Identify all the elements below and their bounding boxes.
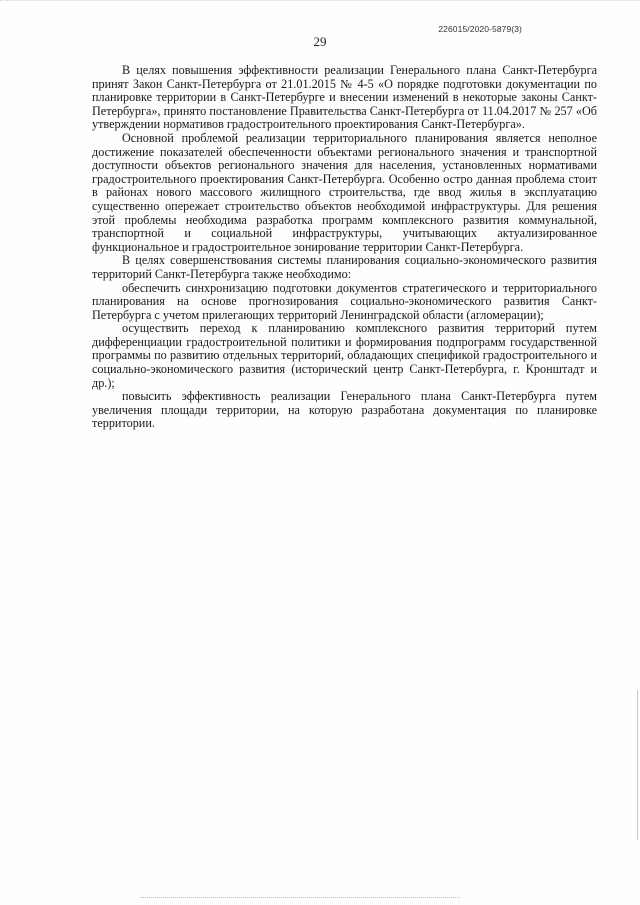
paragraph-item-synchronization: обеспечить синхронизацию подготовки документов стратегического и территориального планирования на основе прогнозирования социально-экономического развития Санкт-Петербурга с учетом прилегающих территорий Ленинградской области (агломерации); bbox=[92, 280, 597, 322]
scan-top-edge bbox=[0, 0, 640, 3]
page-number: 29 bbox=[313, 34, 327, 49]
scan-bottom-edge bbox=[140, 897, 460, 899]
paragraph-main-problem: Основной проблемой реализации территориального планирования является неполное достижение показателей обеспеченности объектами регионального значения и транспортной доступности объектов регионального значения для населения, установленных нормативами градостроительного проектирования Санкт-Петербурга. Особенно остро данная проблема стоит в районах нового массового жилищного строительства, где ввод жилья в эксплуатацию существенно опережает строительство объектов необходимой инфраструктуры. Для решения этой проблемы необходима разработка программ комплексного развития коммунальной, транспортной и социальной инфраструктуры, учитывающих актуализированное функциональное и градостроительное зонирование территории Санкт-Петербурга. bbox=[92, 130, 597, 254]
document-body bbox=[92, 64, 597, 431]
document-id: 226015/2020-5879(3) bbox=[438, 24, 522, 34]
paragraph-law-adoption: В целях повышения эффективности реализации Генерального плана Санкт-Петербурга принят Закон Санкт-Петербурга от 21.01.2015 № 4-5 «О порядке подготовки документации по планировке территории в Санкт-Петербурге и внесении изменений в некоторые законы Санкт-Петербурга», принято постановление Правительства Санкт-Петербурга от 11.04.2017 № 257 «Об утверждении нормативов градостроительного проектирования Санкт-Петербурга». bbox=[92, 63, 597, 132]
paragraph-improvement-intro: В целях совершенствования системы планирования социально-экономического развития территорий Санкт-Петербурга также необходимо: bbox=[92, 253, 597, 281]
paragraph-item-transition: осуществить переход к планированию комплексного развития территорий путем дифференциации градостроительной политики и формирования подпрограмм государственной программы по развитию отдельных территорий, обладающих спецификой градостроительного и социально-экономического развития (исторический центр Санкт-Петербурга, г. Кронштадт и др.); bbox=[92, 321, 597, 390]
paragraph-item-efficiency: повысить эффективность реализации Генерального плана Санкт-Петербурга путем увеличения площади территории, на которую разработана документация по планировке территории. bbox=[92, 389, 597, 431]
scan-right-edge bbox=[637, 690, 638, 840]
